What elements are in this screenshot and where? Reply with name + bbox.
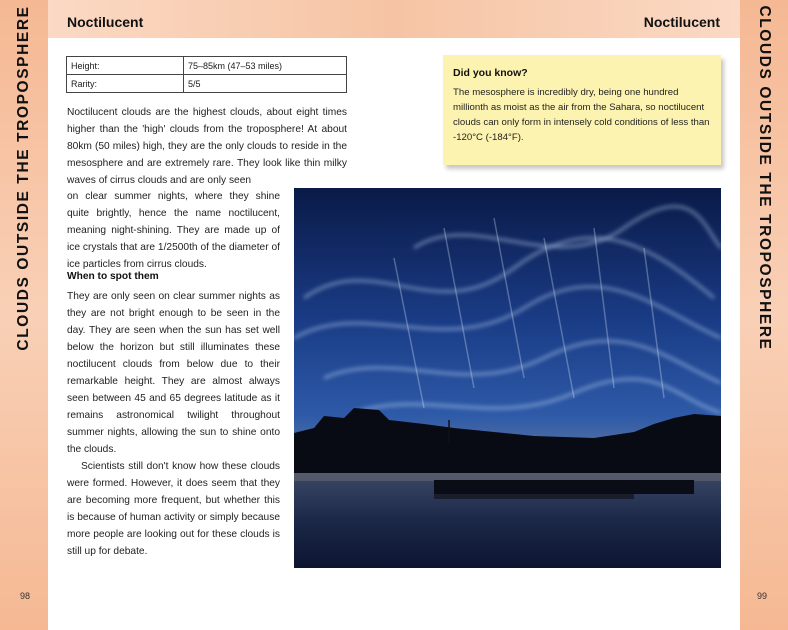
intro-text-part1: Noctilucent clouds are the highest clouds, about eight times higher than the 'high' clouds from the troposphere! At about 80km (50 miles) high, they are the only clouds to reside in the mesosphere and are extremely rare. They look like thin milky waves of cirrus clouds and are only seen — [67, 107, 347, 186]
header-bar — [48, 0, 740, 38]
when-to-spot-body — [67, 288, 280, 560]
noctilucent-photo-illustration — [294, 188, 721, 568]
intro-paragraph — [67, 104, 347, 189]
right-page-title: Noctilucent — [643, 14, 720, 30]
intro-text-part2: on clear summer nights, where they shine quite brightly, hence the name noctilucent, meaning night-shining. They are made up of ice crystals that are 1/2500th of the diameter of ice particles from cirrus clouds. — [67, 191, 280, 270]
table-row — [67, 75, 347, 93]
intro-paragraph-continued — [67, 188, 280, 273]
right-side-title: CLOUDS OUTSIDE THE TROPOSPHERE — [756, 5, 773, 351]
did-you-know-text: The mesosphere is incredibly dry, being one hundred millionth as moist as the air from the Sahara, so noctilucent clouds can only form in intensely cold conditions of less than -120°C (-184°F). — [453, 87, 710, 143]
did-you-know-box — [443, 55, 721, 165]
when-to-spot-paragraph-2: Scientists still don't know how these clouds were formed. However, it does seem that they are becoming more frequent, but whether this is because of human activity or simply because more people are looking out for these clouds is still up for debate. — [67, 461, 280, 557]
height-label: Height: — [67, 57, 184, 75]
rarity-value: 5/5 — [184, 75, 347, 93]
when-to-spot-heading: When to spot them — [67, 271, 159, 282]
rarity-label: Rarity: — [67, 75, 184, 93]
did-you-know-title: Did you know? — [453, 67, 528, 79]
left-side-title: CLOUDS OUTSIDE THE TROPOSPHERE — [15, 5, 32, 351]
height-value: 75–85km (47–53 miles) — [184, 57, 347, 75]
cloud-info-table — [66, 56, 347, 93]
when-to-spot-paragraph-1: They are only seen on clear summer nights as they are not bright enough to be seen in the day. They are seen when the sun has set well below the horizon but still illuminates these noctilucent clouds from below due to their remarkable height. They are almost always seen between 45 and 65 degrees latitude as it remains astronomical twilight throughout summer nights, allowing the sun to shine onto the clouds. — [67, 291, 280, 455]
left-page-title: Noctilucent — [67, 14, 144, 30]
right-page-number: 99 — [757, 591, 768, 601]
left-page-number: 98 — [20, 591, 31, 601]
noctilucent-clouds-photo — [294, 188, 721, 568]
table-row — [67, 57, 347, 75]
